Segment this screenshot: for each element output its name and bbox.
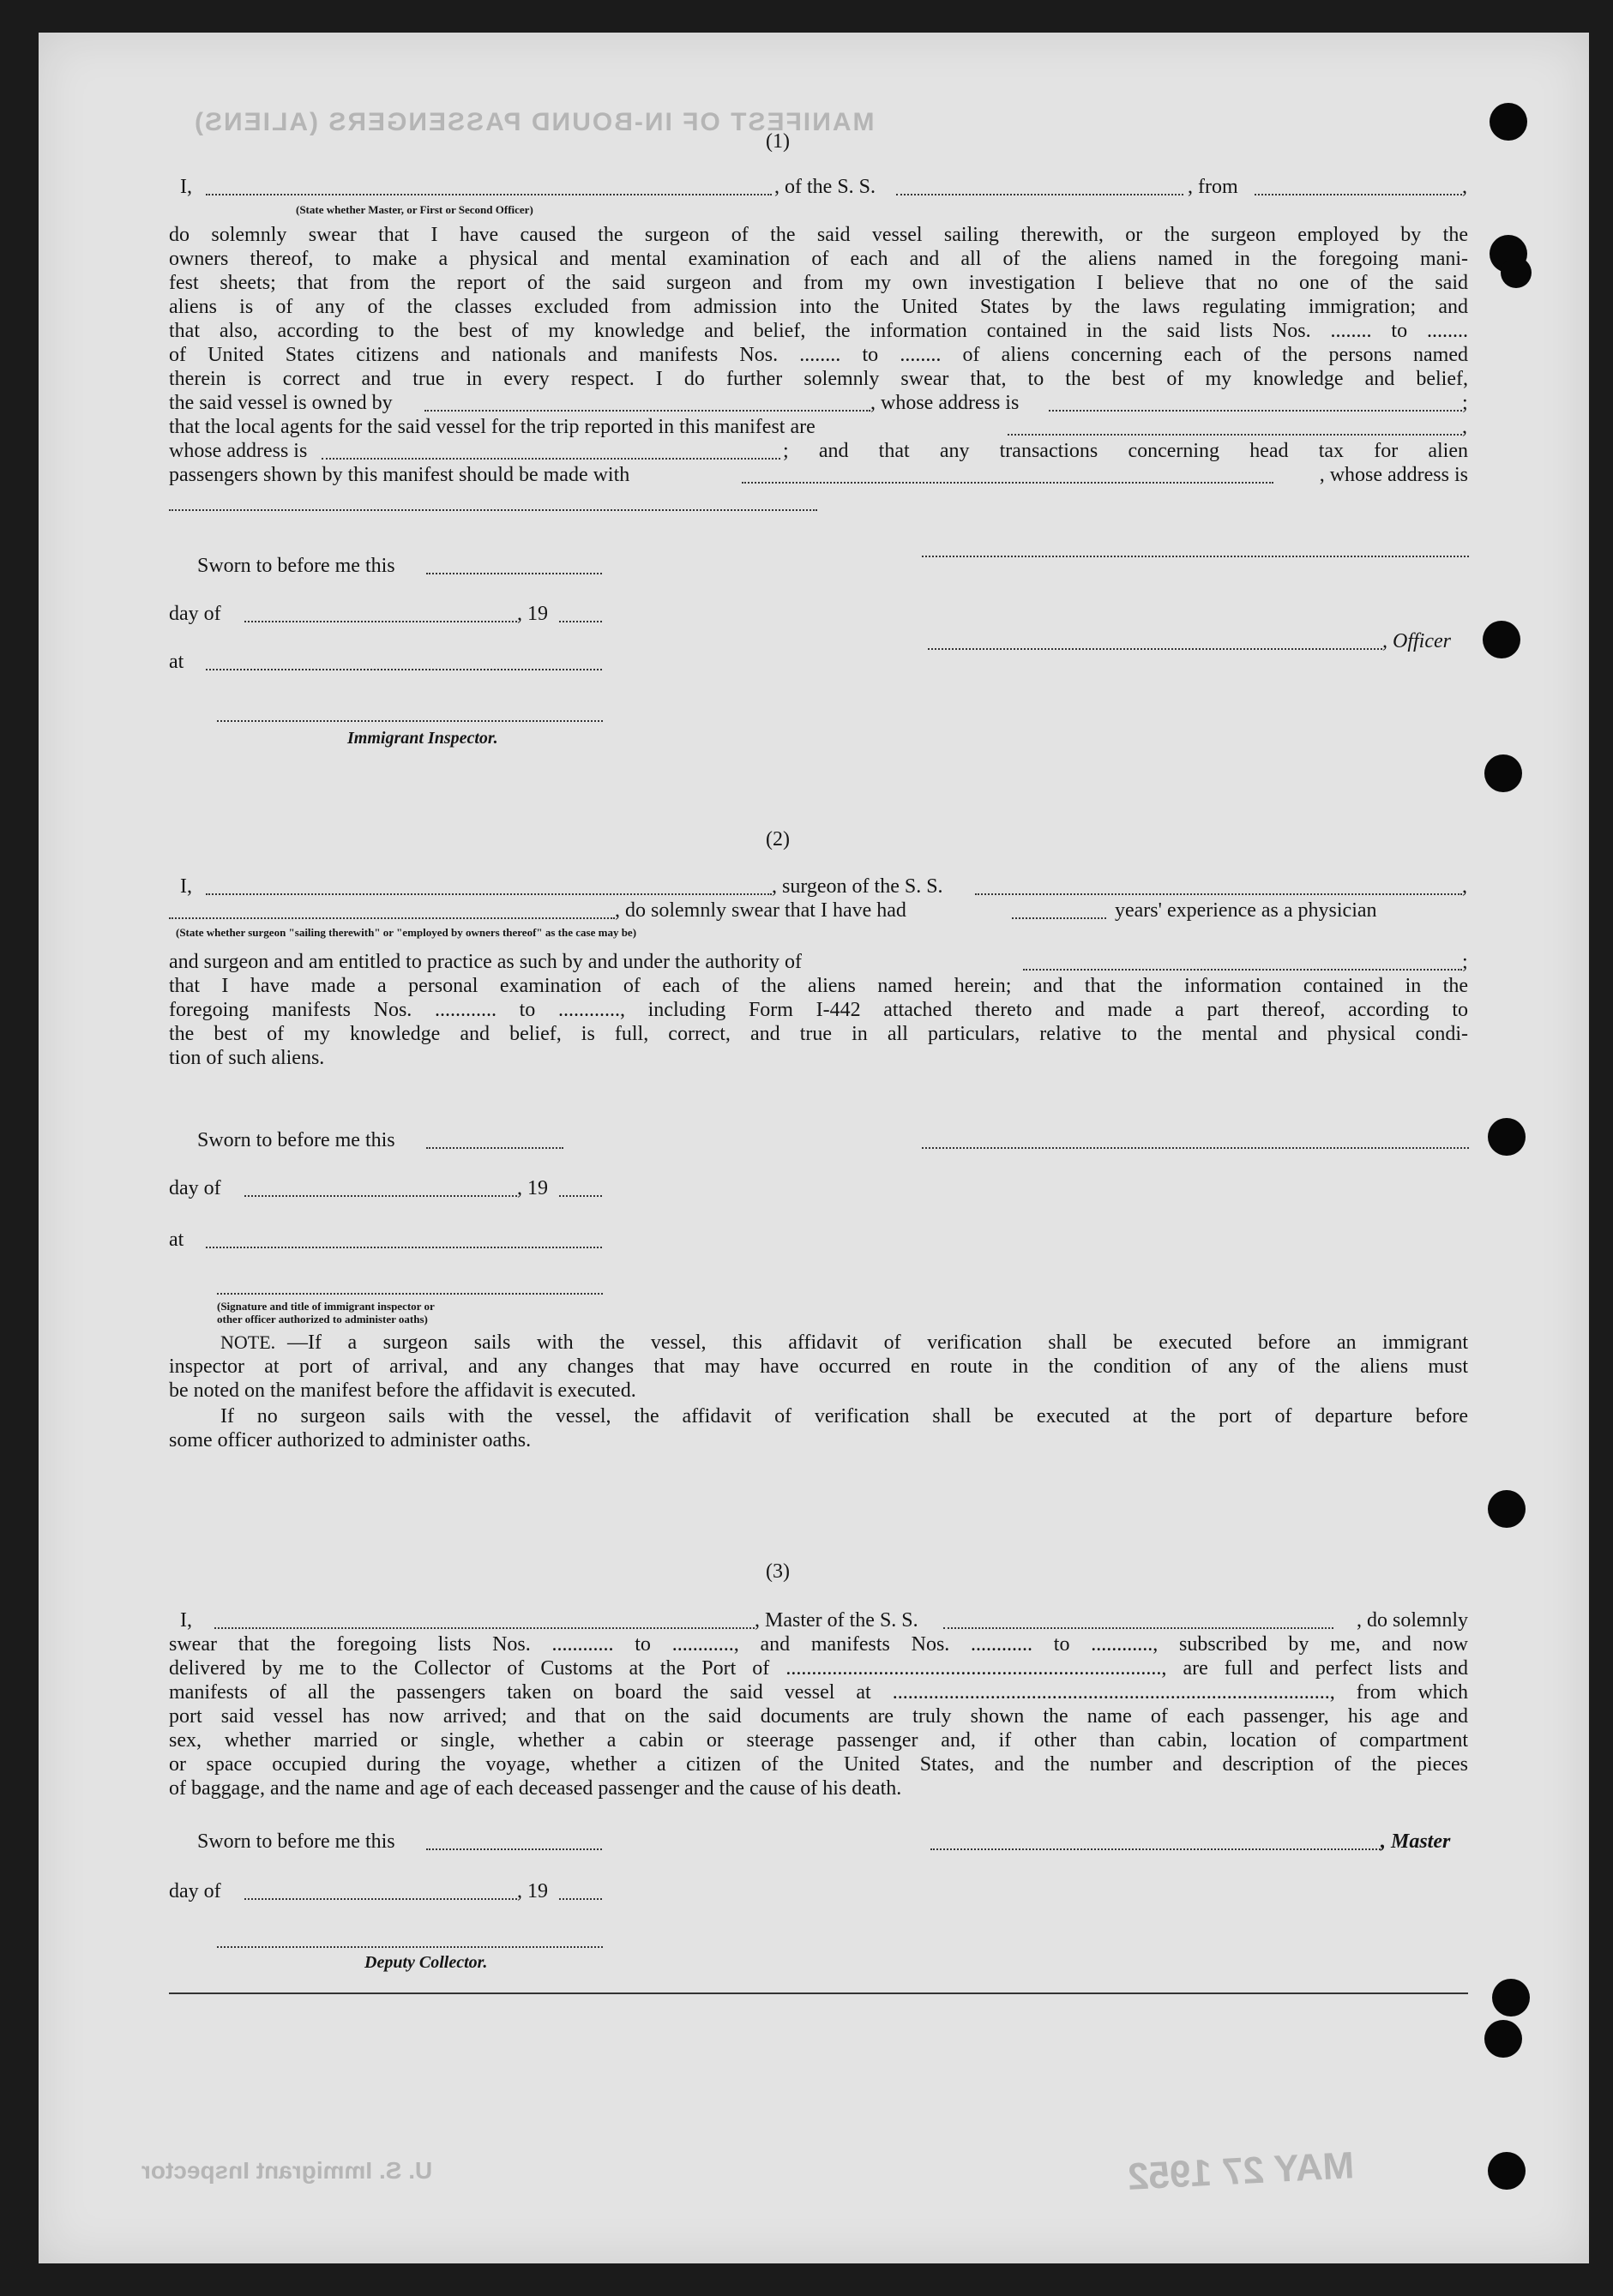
s1-agent-address-field[interactable] xyxy=(322,458,780,460)
ghost-date-stamp: MAY 27 1952 xyxy=(1126,2144,1356,2198)
s2-at-field[interactable] xyxy=(206,1247,602,1248)
s1-owned-by: the said vessel is owned by xyxy=(169,392,393,414)
s1-whose-address: whose address is xyxy=(169,440,308,462)
s3-deputy-signature-line[interactable] xyxy=(217,1946,603,1948)
s2-note-label: NOTE. xyxy=(220,1331,276,1353)
s2-day-of: day of xyxy=(169,1177,221,1199)
s1-year-field[interactable] xyxy=(559,621,602,622)
s1-para-0: do solemnly swear that I have caused the surgeon of the said vessel sailing therewith, or the surgeon employed by the xyxy=(169,224,1468,246)
s1-para-1: owners thereof, to make a physical and mental examination of each and all of the aliens named in the foregoing mani- xyxy=(169,248,1468,270)
s1-day-of: day of xyxy=(169,603,221,625)
s2-sig-note-2: other officer authorized to administer oaths) xyxy=(217,1313,428,1325)
s3-master-signature-line[interactable] xyxy=(930,1848,1381,1850)
punch-hole xyxy=(1492,1979,1530,2017)
s3-end: , do solemnly xyxy=(1357,1609,1468,1632)
s2-years-field[interactable] xyxy=(1012,917,1106,919)
s2-sig-note-1: (Signature and title of immigrant inspector or xyxy=(217,1300,435,1313)
s3-sworn-day-field[interactable] xyxy=(426,1848,602,1850)
s1-owner-field[interactable] xyxy=(424,410,870,412)
s2-surgeon-name-field[interactable] xyxy=(206,893,772,895)
s2-surgeon-of: , surgeon of the S. S. xyxy=(772,875,943,898)
s3-para-2: manifests of all the passengers taken on board the said vessel at ....................................................................................., from which xyxy=(169,1681,1468,1704)
s2-i: I, xyxy=(180,875,192,898)
punch-hole xyxy=(1501,257,1532,288)
s2-note-0: —If a surgeon sails with the vessel, this affidavit of verification shall be executed before an immigrant xyxy=(287,1331,1468,1354)
form-page xyxy=(39,33,1589,2263)
s3-deputy-label: Deputy Collector. xyxy=(364,1953,488,1972)
s3-master-of: , Master of the S. S. xyxy=(755,1609,918,1632)
s2-sworn: Sworn to before me this xyxy=(197,1129,395,1151)
s2-para-0: that I have made a personal examination of each of the aliens named herein; and that the information contained in the xyxy=(169,975,1468,997)
s1-head-tax: ; and that any transactions concerning head tax for alien xyxy=(783,440,1468,462)
s3-para-0: swear that the foregoing lists Nos. ............ to ............, and manifests Nos. ............ to ............, subscribed by me, and now xyxy=(169,1633,1468,1656)
s3-year-field[interactable] xyxy=(559,1898,602,1900)
s1-i: I, xyxy=(180,176,192,198)
s1-officer-line[interactable] xyxy=(928,648,1382,650)
s2-year: , 19 xyxy=(517,1177,548,1199)
punch-hole xyxy=(1488,2152,1526,2190)
punch-hole xyxy=(1484,2020,1522,2058)
s1-year: , 19 xyxy=(517,603,548,625)
s1-para-6: therein is correct and true in every respect. I do further solemnly swear that, to the best of my knowledge and belief, xyxy=(169,368,1468,390)
s1-end: , xyxy=(1462,176,1467,198)
s1-of-ss: , of the S. S. xyxy=(774,176,876,198)
s1-inspector-label: Immigrant Inspector. xyxy=(347,729,498,748)
s1-officer-note: (State whether Master, or First or Second Officer) xyxy=(296,203,533,216)
punch-hole xyxy=(1484,754,1522,792)
s2-swear: , do solemnly swear that I have had xyxy=(615,899,906,922)
s2-note-3: If no surgeon sails with the vessel, the affidavit of verification shall be executed at the port of departure before xyxy=(220,1405,1468,1427)
ghost-bottom-stamp: U. S. Immigrant Inspector xyxy=(141,2157,433,2184)
s3-para-5: or space occupied during the voyage, whether a citizen of the United States, and the number and description of the pieces xyxy=(169,1753,1468,1776)
s2-year-field[interactable] xyxy=(559,1195,602,1197)
punch-hole xyxy=(1483,621,1520,658)
s1-passengers-address-label: , whose address is xyxy=(1319,464,1468,486)
s2-note-2: be noted on the manifest before the affidavit is executed. xyxy=(169,1379,636,1402)
s3-ship-name-field[interactable] xyxy=(943,1627,1333,1629)
s2-surgeon-note: (State whether surgeon "sailing therewith" or "employed by owners thereof" as the case may be) xyxy=(176,926,637,939)
s1-from: , from xyxy=(1188,176,1238,198)
s2-para-2: the best of my knowledge and belief, is full, correct, and true in all particulars, relative to the mental and physical condi- xyxy=(169,1023,1468,1045)
s1-passengers: passengers shown by this manifest should be made with xyxy=(169,464,630,486)
s3-day-of: day of xyxy=(169,1880,221,1902)
s2-years-label: years' experience as a physician xyxy=(1115,899,1377,922)
s1-sworn: Sworn to before me this xyxy=(197,555,395,577)
punch-hole xyxy=(1488,1118,1526,1156)
s1-para-3: aliens is of any of the classes excluded from admission into the United States by the laws regulating immigration; and xyxy=(169,296,1468,318)
s3-i: I, xyxy=(180,1609,192,1632)
s1-at: at xyxy=(169,651,184,673)
s2-inspector-signature-line[interactable] xyxy=(217,1293,603,1295)
s2-surgeon-signature-line[interactable] xyxy=(922,1147,1469,1149)
s2-authority: and surgeon and am entitled to practice as such by and under the authority of xyxy=(169,951,802,973)
s1-from-field[interactable] xyxy=(1255,194,1462,195)
s1-owner-end: ; xyxy=(1462,392,1468,414)
section2-number: (2) xyxy=(766,828,790,850)
s2-para-1: foregoing manifests Nos. ............ to ............, including Form I-442 attached thereto and made a part thereof, according to xyxy=(169,999,1468,1021)
s3-para-4: sex, whether married or single, whether a cabin or steerage passenger and, if other than cabin, location of compartment xyxy=(169,1729,1468,1752)
s1-inspector-signature-line[interactable] xyxy=(217,720,603,722)
s2-note-4: some officer authorized to administer oaths. xyxy=(169,1429,532,1452)
s2-month-field[interactable] xyxy=(244,1195,517,1197)
s2-authority-field[interactable] xyxy=(1023,969,1462,971)
s1-local-agents: that the local agents for the said vessel for the trip reported in this manifest are xyxy=(169,416,816,438)
s2-sworn-day-field[interactable] xyxy=(426,1147,563,1149)
s1-officer-name-field[interactable] xyxy=(206,194,772,195)
section1-number: (1) xyxy=(766,130,790,153)
bottom-rule xyxy=(169,1992,1468,1994)
s3-master-name-field[interactable] xyxy=(214,1627,755,1629)
s1-para-4: that also, according to the best of my knowledge and belief, the information contained in the said lists Nos. ........ to ........ xyxy=(169,320,1468,342)
s3-year: , 19 xyxy=(517,1880,548,1902)
s3-month-field[interactable] xyxy=(244,1898,517,1900)
punch-hole xyxy=(1488,1490,1526,1528)
s1-para-5: of United States citizens and nationals and manifests Nos. ........ to ........ of aliens concerning each of the persons named xyxy=(169,344,1468,366)
s1-ship-name-field[interactable] xyxy=(896,194,1183,195)
s1-owner-address-field[interactable] xyxy=(1049,410,1462,412)
s1-contact-address-field[interactable] xyxy=(169,509,817,511)
s1-local-agents-field[interactable] xyxy=(1008,434,1462,436)
s2-para-3: tion of such aliens. xyxy=(169,1047,325,1069)
s2-authority-end: ; xyxy=(1462,951,1468,973)
s3-para-6: of baggage, and the name and age of each deceased passenger and the cause of his death. xyxy=(169,1777,902,1800)
s2-ship-name-field[interactable] xyxy=(975,893,1462,895)
s2-end: , xyxy=(1462,875,1467,898)
s1-para-2: fest sheets; that from the report of the said surgeon and from my own investigation I believe that no one of the said xyxy=(169,272,1468,294)
section3-number: (3) xyxy=(766,1560,790,1583)
s1-local-agents-end: , xyxy=(1462,416,1467,438)
s1-officer-signature-line[interactable] xyxy=(922,556,1469,557)
s2-surgeon-status-field[interactable] xyxy=(169,917,615,919)
s1-sworn-day-field[interactable] xyxy=(426,573,602,574)
s1-at-field[interactable] xyxy=(206,669,602,670)
s1-owner-address-label: , whose address is xyxy=(870,392,1020,414)
s1-month-field[interactable] xyxy=(244,621,517,622)
s1-head-tax-contact-field[interactable] xyxy=(742,482,1273,484)
ghost-header: MANIFEST OF IN-BOUND PASSENGERS (ALIENS) xyxy=(193,108,875,136)
s3-sworn: Sworn to before me this xyxy=(197,1830,395,1853)
s3-master-label: , Master xyxy=(1381,1830,1451,1853)
s1-officer-label: , Officer xyxy=(1382,630,1451,652)
punch-hole xyxy=(1490,103,1527,141)
s3-para-1: delivered by me to the Collector of Customs at the Port of ........................................................................., are full and perfect lists and xyxy=(169,1657,1468,1680)
s3-para-3: port said vessel has now arrived; and that on the said documents are truly shown the name of each passenger, his age and xyxy=(169,1705,1468,1728)
s2-note-1: inspector at port of arrival, and any changes that may have occurred en route in the condition of any of the aliens must xyxy=(169,1355,1468,1378)
s2-at: at xyxy=(169,1229,184,1251)
